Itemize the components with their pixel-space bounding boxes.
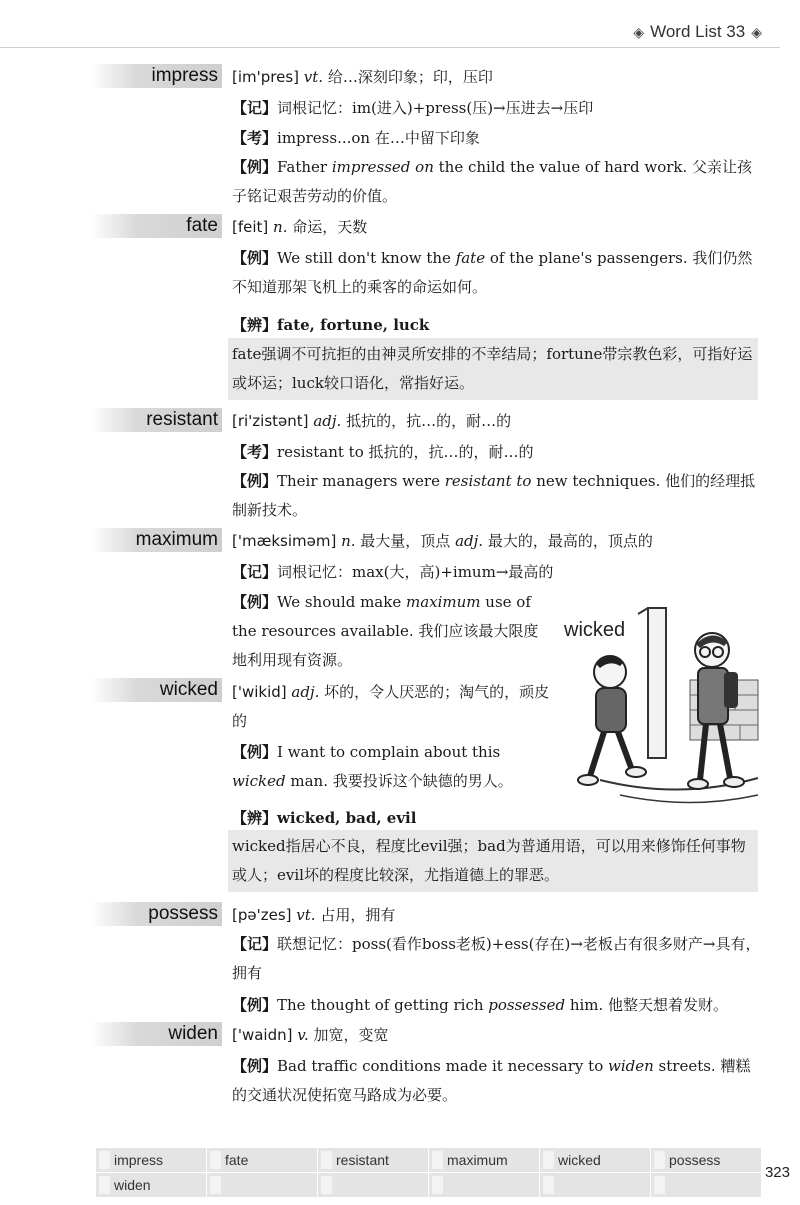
review-word: maximum xyxy=(429,1148,539,1172)
header-divider xyxy=(0,47,780,48)
illustration-label: wicked xyxy=(564,619,626,641)
example-line: 【例】Father impressed on the child the value of hard work. 父亲让孩子铭记艰苦劳动的价值。 xyxy=(232,158,753,205)
diamond-icon: ◈ xyxy=(751,23,762,40)
example-line: 【例】The thought of getting rich possessed him. 他整天想着发财。 xyxy=(232,996,729,1014)
headword-possess: possess xyxy=(90,902,222,926)
review-grid xyxy=(96,1148,761,1197)
review-word: widen xyxy=(96,1173,206,1197)
definition-line: [ri'zistənt] adj. 抵抗的，抗…的，耐…的 xyxy=(232,412,512,430)
memo-line: 【记】词根记忆：max(大，高)+imum→最高的 xyxy=(232,563,554,581)
review-word: resistant xyxy=(318,1148,428,1172)
review-word: fate xyxy=(207,1148,317,1172)
distinction-title: 【辨】wicked, bad, evil xyxy=(232,809,417,827)
exam-line: 【考】impress...on 在…中留下印象 xyxy=(232,129,480,147)
diamond-icon: ◈ xyxy=(633,23,645,40)
example-line: 【例】I want to complain about this wicked man. 我要投诉这个缺德的男人。 xyxy=(232,743,513,790)
example-line: 【例】We should make maximum use of the resources available. 我们应该最大限度地利用现有资源。 xyxy=(232,593,539,669)
review-empty-cell xyxy=(318,1173,428,1197)
definition-line: [feit] n. 命运，天数 xyxy=(232,218,368,236)
headword-fate: fate xyxy=(90,214,222,238)
page-number: 323 xyxy=(764,1164,790,1181)
definition-line: [im'pres] vt. 给…深刻印象；印，压印 xyxy=(232,68,493,86)
headword-wicked: wicked xyxy=(90,678,222,702)
headword-widen: widen xyxy=(90,1022,222,1046)
review-word: wicked xyxy=(540,1148,650,1172)
review-empty-cell xyxy=(207,1173,317,1197)
word-list-title: Word List 33 xyxy=(650,22,746,41)
review-empty-cell xyxy=(540,1173,650,1197)
example-line: 【例】Their managers were resistant to new techniques. 他们的经理抵制新技术。 xyxy=(232,472,756,519)
review-word: impress xyxy=(96,1148,206,1172)
distinction-box: fate强调不可抗拒的由神灵所安排的不幸结局；fortune带宗教色彩，可指好运或坏运；luck较口语化，常指好运。 xyxy=(228,338,758,400)
review-empty-cell xyxy=(429,1173,539,1197)
review-word: possess xyxy=(651,1148,761,1172)
headword-resistant: resistant xyxy=(90,408,222,432)
definition-line: ['mæksiməm] n. 最大量，顶点 adj. 最大的，最高的，顶点的 xyxy=(232,532,653,550)
memo-line: 【记】词根记忆：im(进入)+press(压)→压进去→压印 xyxy=(232,99,594,117)
headword-maximum: maximum xyxy=(90,528,222,552)
exam-line: 【考】resistant to 抵抗的，抗…的，耐…的 xyxy=(232,443,534,461)
example-line: 【例】We still don't know the fate of the plane's passengers. 我们仍然不知道那架飞机上的乘客的命运如何。 xyxy=(232,249,753,296)
distinction-title: 【辨】fate, fortune, luck xyxy=(232,316,430,334)
headword-impress: impress xyxy=(90,64,222,88)
memo-line: 【记】联想记忆：poss(看作boss老板)+ess(存在)→老板占有很多财产→具有，拥有 xyxy=(232,935,761,982)
review-word-bar xyxy=(96,1148,758,1196)
definition-line: [pə'zes] vt. 占用，拥有 xyxy=(232,906,396,924)
example-line: 【例】Bad traffic conditions made it necessary to widen streets. 糟糕的交通状况使拓宽马路成为必要。 xyxy=(232,1057,751,1104)
definition-line: ['waidn] v. 加宽，变宽 xyxy=(232,1026,389,1044)
definition-line: ['wikid] adj. 坏的，令人厌恶的；淘气的，顽皮的 xyxy=(232,683,550,730)
review-empty-cell xyxy=(651,1173,761,1197)
cartoon-illustration xyxy=(560,600,760,810)
page-header xyxy=(633,22,762,42)
distinction-box: wicked指居心不良，程度比evil强；bad为普通用语，可以用来修饰任何事物或人；evil坏的程度比较深，尤指道德上的罪恶。 xyxy=(228,830,758,892)
